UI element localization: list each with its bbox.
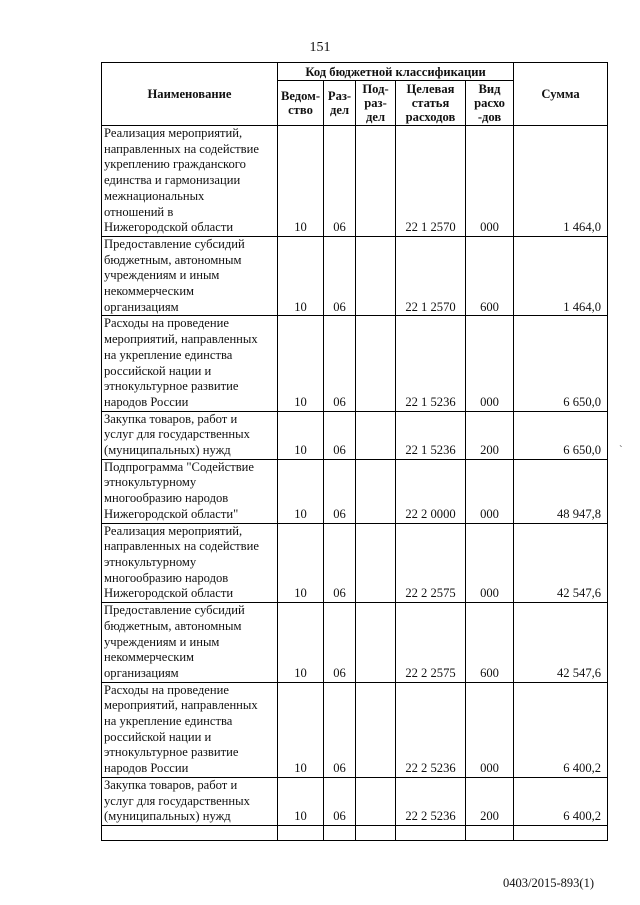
row-department: 10: [278, 682, 324, 777]
row-name-line: организациям: [104, 299, 179, 314]
row-name-line: некоммерческим: [104, 650, 195, 665]
row-target-article: 22 2 2575: [396, 523, 466, 603]
row-department: 10: [278, 459, 324, 523]
row-name-line: Нижегородской области": [104, 506, 239, 521]
header-target-article: Целевая статья расходов: [396, 81, 466, 126]
table-row: [102, 777, 608, 825]
row-department: 10: [278, 523, 324, 603]
table-row-empty: [102, 825, 608, 840]
empty-cell: [324, 825, 356, 840]
row-subsection: [356, 459, 396, 523]
row-expense-type: 600: [466, 603, 514, 683]
row-name-line: межнациональных: [104, 188, 205, 203]
row-name-line: мероприятий, направленных: [104, 332, 258, 347]
row-name-line: Закупка товаров, работ и: [104, 777, 238, 792]
row-department: 10: [278, 236, 324, 316]
row-sum: 6 400,2: [514, 777, 608, 825]
row-name-line: Расходы на проведение: [104, 682, 229, 697]
row-sum: 42 547,6: [514, 523, 608, 603]
table-row: [102, 411, 608, 459]
row-expense-type: 200: [466, 411, 514, 459]
header-classification-code: Код бюджетной классификации: [278, 63, 514, 81]
table-row: [102, 603, 608, 683]
row-name-line: Расходы на проведение: [104, 316, 229, 331]
row-name-line: на укрепление единства: [104, 347, 233, 362]
row-sum: 6 650,0: [514, 316, 608, 411]
row-name-line: на укрепление единства: [104, 714, 233, 729]
row-name-line: Реализация мероприятий,: [104, 126, 243, 140]
budget-classification-table: [101, 62, 608, 841]
row-section: 06: [324, 682, 356, 777]
row-sum: 6 650,0: [514, 411, 608, 459]
row-name-line: направленных на содействие: [104, 141, 259, 156]
row-name-line: организациям: [104, 665, 179, 680]
row-department: 10: [278, 411, 324, 459]
row-name-line: Предоставление субсидий: [104, 603, 245, 618]
row-name-line: бюджетным, автономным: [104, 252, 242, 267]
row-section: 06: [324, 459, 356, 523]
row-subsection: [356, 603, 396, 683]
table-row: [102, 459, 608, 523]
header-subsection: Под- раз- дел: [356, 81, 396, 126]
row-sum: 6 400,2: [514, 682, 608, 777]
row-subsection: [356, 411, 396, 459]
row-name-line: Нижегородской области: [104, 586, 234, 601]
row-department: 10: [278, 777, 324, 825]
table-row: [102, 126, 608, 237]
row-expense-type: 000: [466, 682, 514, 777]
row-section: 06: [324, 236, 356, 316]
row-name-line: мероприятий, направленных: [104, 698, 258, 713]
row-name: [102, 603, 278, 683]
row-name-line: этнокультурное развитие: [104, 379, 239, 394]
row-sum: 1 464,0: [514, 236, 608, 316]
row-name: [102, 126, 278, 237]
empty-cell: [356, 825, 396, 840]
row-name-line: Нижегородской области: [104, 220, 234, 235]
row-name-line: многообразию народов: [104, 570, 229, 585]
empty-cell: [514, 825, 608, 840]
row-subsection: [356, 682, 396, 777]
row-expense-type: 600: [466, 236, 514, 316]
header-section: Раз- дел: [324, 81, 356, 126]
empty-cell: [396, 825, 466, 840]
row-name-line: Подпрограмма "Содействие: [104, 459, 254, 474]
row-name-line: (муниципальных) нужд: [104, 443, 231, 458]
header-department: Ведом- ство: [278, 81, 324, 126]
row-name-line: услуг для государственных: [104, 427, 250, 442]
row-name-line: учреждениям и иным: [104, 268, 220, 283]
row-name-line: учреждениям и иным: [104, 634, 220, 649]
row-name-line: (муниципальных) нужд: [104, 809, 231, 824]
row-sum: 1 464,0: [514, 126, 608, 237]
table-body: [102, 126, 608, 841]
row-name: [102, 316, 278, 411]
row-expense-type: 000: [466, 459, 514, 523]
row-name-line: Реализация мероприятий,: [104, 523, 243, 538]
document-code: 0403/2015-893(1): [503, 876, 594, 890]
row-name-line: услуг для государственных: [104, 793, 250, 808]
row-name-line: многообразию народов: [104, 491, 229, 506]
row-name-line: российской нации и: [104, 363, 212, 378]
row-subsection: [356, 126, 396, 237]
table-row: [102, 682, 608, 777]
row-expense-type: 000: [466, 126, 514, 237]
row-expense-type: 200: [466, 777, 514, 825]
row-department: 10: [278, 603, 324, 683]
row-target-article: 22 2 5236: [396, 777, 466, 825]
row-section: 06: [324, 777, 356, 825]
header-name: Наименование: [102, 63, 278, 126]
row-name-line: единства и гармонизации: [104, 173, 241, 188]
row-expense-type: 000: [466, 523, 514, 603]
row-name-line: этнокультурному: [104, 475, 197, 490]
row-name: [102, 236, 278, 316]
row-name-line: этнокультурное развитие: [104, 745, 239, 760]
row-target-article: 22 1 5236: [396, 411, 466, 459]
row-target-article: 22 2 2575: [396, 603, 466, 683]
row-name-line: направленных на содействие: [104, 539, 259, 554]
table-row: [102, 523, 608, 603]
page-number: 151: [309, 40, 331, 55]
row-section: 06: [324, 126, 356, 237]
row-subsection: [356, 523, 396, 603]
row-name-line: Предоставление субсидий: [104, 236, 245, 251]
row-section: 06: [324, 411, 356, 459]
row-name-line: народов России: [104, 761, 189, 776]
row-sum: 42 547,6: [514, 603, 608, 683]
row-name-line: отношений в: [104, 204, 174, 219]
row-target-article: 22 1 2570: [396, 236, 466, 316]
stray-mark: `: [619, 444, 623, 456]
row-target-article: 22 1 2570: [396, 126, 466, 237]
empty-cell: [466, 825, 514, 840]
row-name: [102, 777, 278, 825]
row-name-line: народов России: [104, 394, 189, 409]
row-target-article: 22 2 0000: [396, 459, 466, 523]
row-expense-type: 000: [466, 316, 514, 411]
row-name-line: бюджетным, автономным: [104, 618, 242, 633]
row-sum: 48 947,8: [514, 459, 608, 523]
row-section: 06: [324, 603, 356, 683]
row-name-line: этнокультурному: [104, 554, 197, 569]
header-sum: Сумма: [514, 63, 608, 126]
empty-cell: [102, 825, 278, 840]
row-department: 10: [278, 126, 324, 237]
row-subsection: [356, 777, 396, 825]
table-row: [102, 236, 608, 316]
row-target-article: 22 1 5236: [396, 316, 466, 411]
header-expense-type: Вид расхо -дов: [466, 81, 514, 126]
row-name: [102, 459, 278, 523]
row-name-line: некоммерческим: [104, 284, 195, 299]
row-name-line: российской нации и: [104, 729, 212, 744]
row-department: 10: [278, 316, 324, 411]
row-section: 06: [324, 523, 356, 603]
row-subsection: [356, 316, 396, 411]
row-name: [102, 411, 278, 459]
row-name-line: Закупка товаров, работ и: [104, 411, 238, 426]
row-target-article: 22 2 5236: [396, 682, 466, 777]
row-section: 06: [324, 316, 356, 411]
row-subsection: [356, 236, 396, 316]
empty-cell: [278, 825, 324, 840]
table-row: [102, 316, 608, 411]
row-name: [102, 523, 278, 603]
row-name: [102, 682, 278, 777]
row-name-line: укреплению гражданского: [104, 157, 246, 172]
